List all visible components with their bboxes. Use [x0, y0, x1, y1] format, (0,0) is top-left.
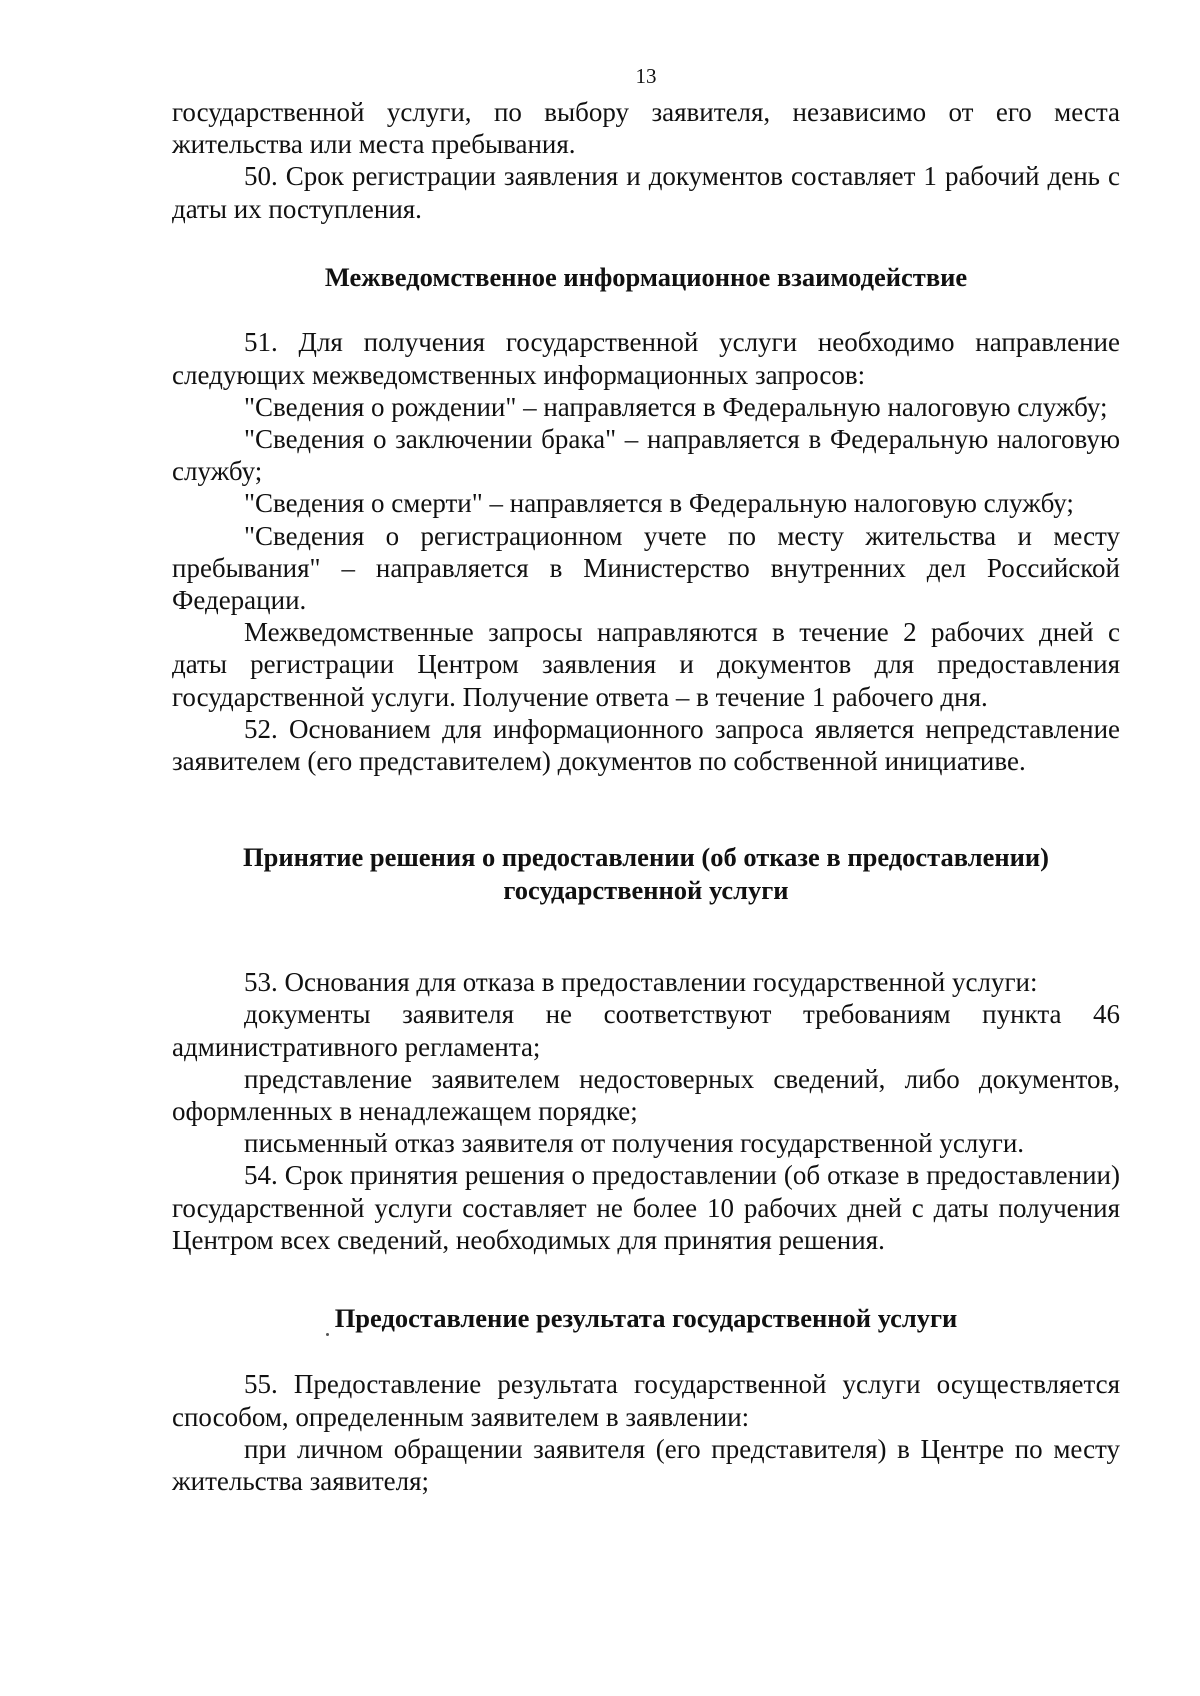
- paragraph-request-deadline: Межведомственные запросы направляются в течение 2 рабочих дней с даты регистрации Центром заявления и документов для предоставления государственной услуги. Получение ответа – в течение 1 рабочего дня.: [172, 617, 1120, 712]
- paragraph-continuation: государственной услуги, по выбору заявителя, независимо от его места жительства или места пребывания.: [172, 97, 1120, 160]
- paragraph-55: 55. Предоставление результата государственной услуги осуществляется способом, определенным заявителем в заявлении:: [172, 1369, 1120, 1432]
- request-marriage-info: "Сведения о заключении брака" – направляется в Федеральную налоговую службу;: [172, 423, 1120, 487]
- paragraph-51: 51. Для получения государственной услуги необходимо направление следующих межведомственных информационных запросов:: [172, 327, 1120, 390]
- result-method-1: при личном обращении заявителя (его представителя) в Центре по месту жительства заявителя;: [172, 1433, 1120, 1497]
- section-heading-decision-line1: Принятие решения о предоставлении (об отказе в предоставлении): [243, 842, 1049, 873]
- refusal-ground-2: представление заявителем недостоверных сведений, либо документов, оформленных в ненадлежащем порядке;: [172, 1063, 1120, 1126]
- request-registration-info: "Сведения о регистрационном учете по месту жительства и месту пребывания" – направляется в Министерство внутренних дел Российской Федерации.: [172, 520, 1120, 615]
- section-heading-interagency: Межведомственное информационное взаимодействие: [324, 261, 968, 292]
- paragraph-54: 54. Срок принятия решения о предоставлении (об отказе в предоставлении) государственной услуги составляет не более 10 рабочих дней с даты получения Центром всех сведений, необходимых для принятия решения.: [172, 1160, 1120, 1255]
- request-birth-info: "Сведения о рождении" – направляется в Федеральную налоговую службу;: [244, 391, 1108, 422]
- refusal-ground-3: письменный отказ заявителя от получения государственной услуги.: [244, 1128, 1025, 1159]
- section-heading-decision-line2: государственной услуги: [503, 874, 789, 905]
- paragraph-52: 52. Основанием для информационного запроса является непредставление заявителем (его представителем) документов по собственной инициативе.: [172, 713, 1120, 776]
- request-death-info: "Сведения о смерти" – направляется в Федеральную налоговую службу;: [244, 488, 1074, 519]
- document-body: [172, 62, 1120, 1497]
- refusal-ground-1: документы заявителя не соответствуют требованиям пункта 46 административного регламента;: [172, 999, 1120, 1062]
- section-heading-result: Предоставление результата государственной услуги: [334, 1302, 958, 1333]
- page-number: 13: [635, 64, 657, 88]
- paragraph-53: 53. Основания для отказа в предоставлении государственной услуги:: [244, 967, 1038, 998]
- scan-speck: [326, 1333, 329, 1336]
- paragraph-50: 50. Срок регистрации заявления и документов составляет 1 рабочий день с даты их поступления.: [172, 161, 1120, 224]
- section-heading-decision: [172, 841, 1120, 906]
